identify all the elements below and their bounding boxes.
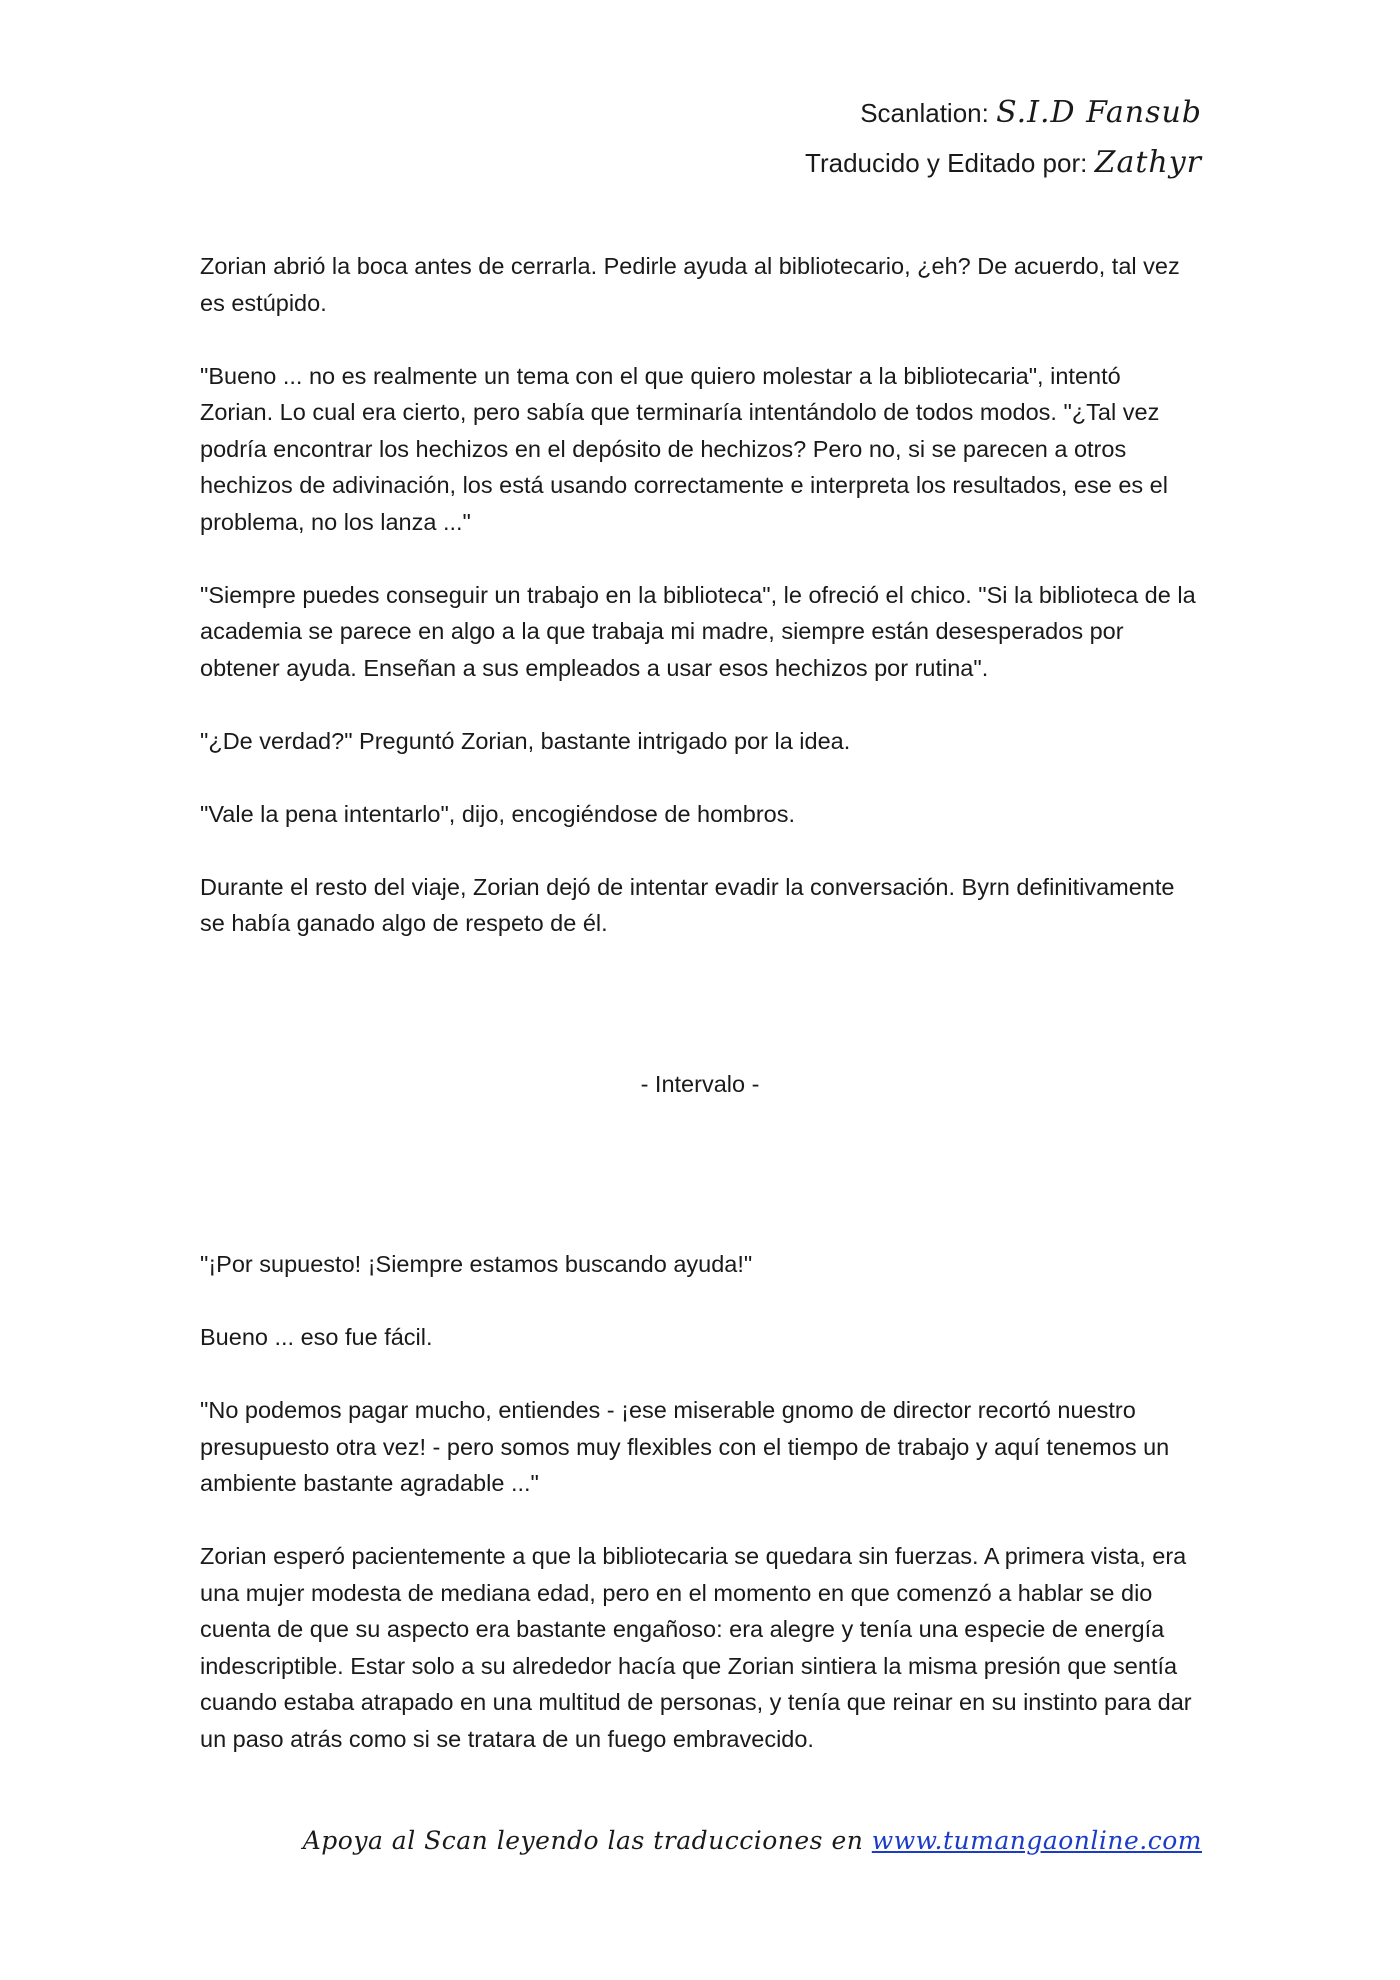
paragraph: "¡Por supuesto! ¡Siempre estamos buscando ayuda!" <box>200 1251 753 1277</box>
credits-block <box>805 88 1202 188</box>
translated-label: Traducido y Editado por: <box>805 148 1088 178</box>
paragraph: "Vale la pena intentarlo", dijo, encogiéndose de hombros. <box>200 800 796 827</box>
document-body <box>200 248 1200 1794</box>
scanlation-label: Scanlation: <box>860 98 989 128</box>
scanlation-line <box>805 88 1202 138</box>
paragraph: "Siempre puedes conseguir un trabajo en la biblioteca", le ofreció el chico. "Si la biblioteca de la academia se parece en algo a la que trabaja mi madre, siempre están desesperados por obtener ayuda. Enseñan a sus empleados a usar esos hechizos por rutina". <box>200 581 1196 681</box>
footer-link[interactable]: www.tumangaonline.com <box>871 1826 1202 1855</box>
paragraph: Zorian abrió la boca antes de cerrarla. Pedirle ayuda al bibliotecario, ¿eh? De acuerdo, tal vez es estúpido. <box>200 253 1180 316</box>
interval-separator: - Intervalo - <box>640 1070 760 1097</box>
paragraph: Zorian esperó pacientemente a que la bibliotecaria se quedara sin fuerzas. A primera vista, era una mujer modesta de mediana edad, pero en el momento en que comenzó a hablar se dio cuenta de que su aspecto era bastante engañoso: era alegre y tenía una especie de energía indescriptible. Estar solo a su alrededor hacía que Zorian sintiera la misma presión que sentía cuando estaba atrapado en una multitud de personas, y tenía que reinar en su instinto para dar un paso atrás como si se tratara de un fuego embravecido. <box>200 1543 1192 1752</box>
translator-line <box>805 138 1202 188</box>
section-two <box>200 1246 1200 1757</box>
footer-note <box>303 1826 1202 1855</box>
scanlation-name: S.I.D Fansub <box>996 95 1202 130</box>
paragraph: "¿De verdad?" Preguntó Zorian, bastante intrigado por la idea. <box>200 727 851 754</box>
paragraph: Bueno ... eso fue fácil. <box>200 1324 433 1350</box>
paragraph: Durante el resto del viaje, Zorian dejó de intentar evadir la conversación. Byrn definitivamente se había ganado algo de respeto de él. <box>200 873 1175 936</box>
paragraph: "No podemos pagar mucho, entiendes - ¡ese miserable gnomo de director recortó nuestro presupuesto otra vez! - pero somos muy flexibles con el tiempo de trabajo y aquí tenemos un ambiente bastante agradable ..." <box>200 1397 1170 1496</box>
paragraph: "Bueno ... no es realmente un tema con el que quiero molestar a la bibliotecaria", intentó Zorian. Lo cual era cierto, pero sabía que terminaría intentándolo de todos modos. "¿Tal vez podría encontrar los hechizos en el depósito de hechizos? Pero no, si se parecen a otros hechizos de adivinación, los está usando correctamente e interpreta los resultados, ese es el problema, no los lanza ..." <box>200 362 1168 535</box>
translator-name: Zathyr <box>1094 145 1202 180</box>
footer-text: Apoya al Scan leyendo las traducciones en <box>302 1826 864 1855</box>
